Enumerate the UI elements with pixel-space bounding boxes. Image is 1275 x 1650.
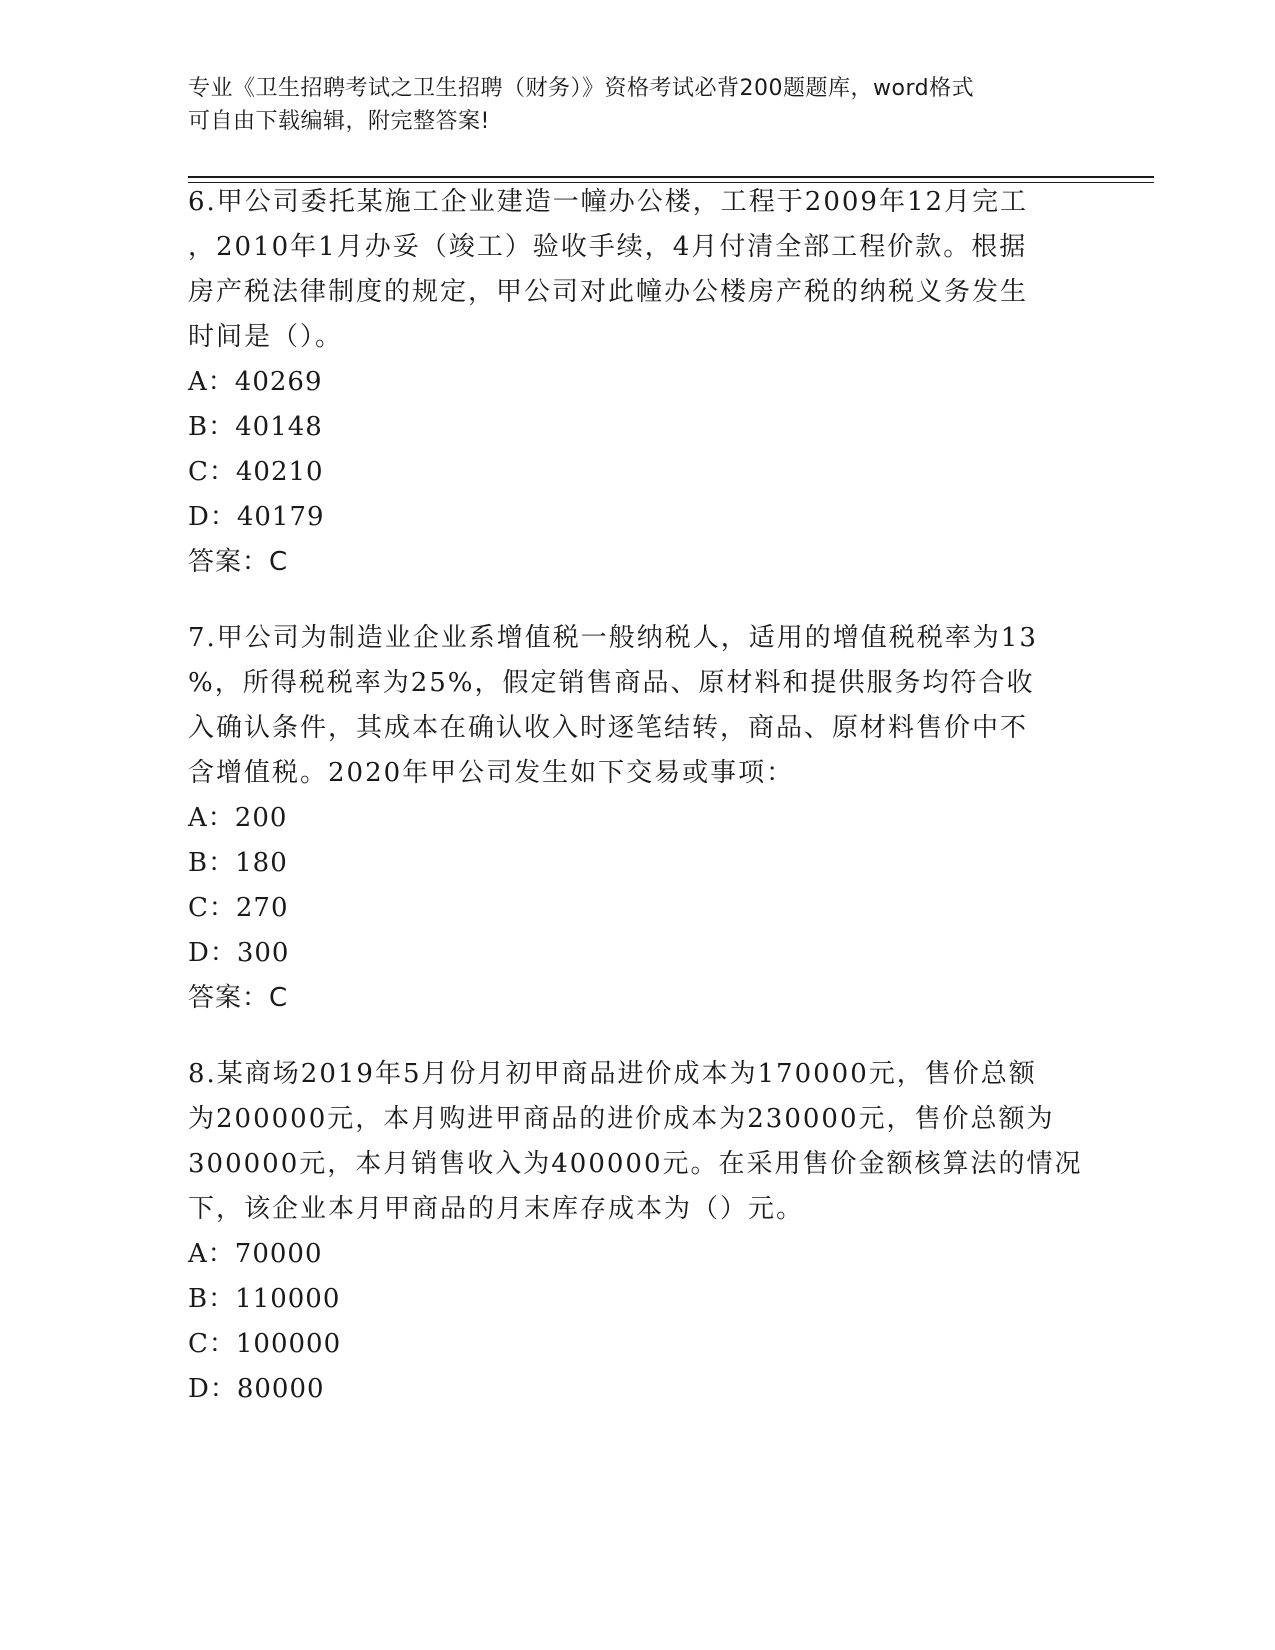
- question-stem-line: 6.甲公司委托某施工企业建造一幢办公楼，工程于2009年12月完工: [188, 187, 1029, 217]
- question-stem-line: 8.某商场2019年5月份月初甲商品进价成本为170000元，售价总额: [188, 1059, 1037, 1089]
- question-6: [188, 180, 1088, 585]
- question-stem-line: 时间是（）。: [188, 322, 344, 352]
- question-stem-line: 300000元，本月销售收入为400000元。在采用售价金额核算法的情况: [188, 1149, 1083, 1179]
- question-stem-line: 含增值税。2020年甲公司发生如下交易或事项：: [188, 758, 795, 788]
- header-line-1: 专业《卫生招聘考试之卫生招聘（财务）》资格考试必背200题题库，word格式: [188, 76, 975, 101]
- question-stem-line: 7.甲公司为制造业企业系增值税一般纳税人，适用的增值税税率为13: [188, 623, 1038, 653]
- question-stem-line: %，所得税税率为25%，假定销售商品、原材料和提供服务均符合收: [188, 668, 1035, 698]
- header-line-2: 可自由下载编辑，附完整答案!: [188, 109, 490, 134]
- header-divider-thick: [188, 176, 1154, 178]
- option-a: A：40269: [188, 367, 323, 397]
- question-stem-line: 房产税法律制度的规定，甲公司对此幢办公楼房产税的纳税义务发生: [188, 277, 1029, 307]
- document-header: [188, 72, 1068, 138]
- question-stem-line: 入确认条件，其成本在确认收入时逐笔结转，商品、原材料售价中不: [188, 713, 1029, 743]
- question-8: [188, 1052, 1088, 1412]
- question-stem-line: 为200000元，本月购进甲商品的进价成本为230000元，售价总额为: [188, 1104, 1055, 1134]
- option-d: D：40179: [188, 502, 325, 532]
- question-7: [188, 616, 1088, 1021]
- option-d: D：80000: [188, 1374, 325, 1404]
- option-b: B：110000: [188, 1284, 341, 1314]
- option-d: D：300: [188, 938, 290, 968]
- answer: 答案：C: [188, 983, 289, 1013]
- question-stem-line: 下，该企业本月甲商品的月末库存成本为（）元。: [188, 1194, 805, 1224]
- option-b: B：40148: [188, 412, 323, 442]
- question-stem-line: ，2010年1月办妥（竣工）验收手续，4月付清全部工程价款。根据: [188, 232, 1028, 262]
- option-c: C：270: [188, 893, 289, 923]
- option-b: B：180: [188, 848, 288, 878]
- option-c: C：40210: [188, 457, 324, 487]
- option-a: A：200: [188, 803, 288, 833]
- option-c: C：100000: [188, 1329, 342, 1359]
- answer: 答案：C: [188, 547, 289, 577]
- option-a: A：70000: [188, 1239, 323, 1269]
